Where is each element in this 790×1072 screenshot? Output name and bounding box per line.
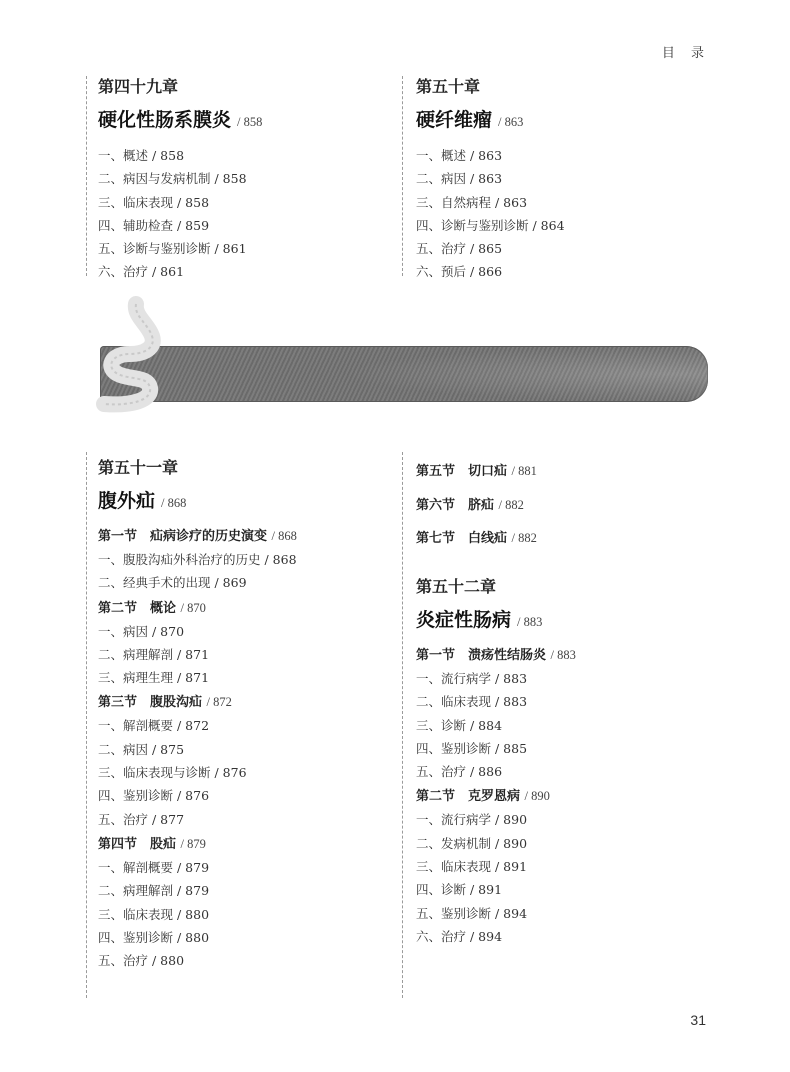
section-banner xyxy=(96,296,716,416)
section-heading[interactable]: 第六节 脐疝 / 882 xyxy=(416,497,524,513)
toc-entry[interactable]: 二、临床表现 / 883 xyxy=(416,694,528,710)
chapter-51-continued xyxy=(416,454,716,555)
toc-entry[interactable]: 一、流行病学 / 890 xyxy=(416,812,528,828)
toc-entry[interactable]: 四、鉴别诊断 / 885 xyxy=(416,740,528,756)
toc-entry[interactable]: 六、预后 / 866 xyxy=(416,264,503,280)
toc-entry[interactable]: 六、治疗 / 861 xyxy=(98,264,185,280)
toc-entry[interactable]: 二、病理解剖 / 879 xyxy=(98,883,210,899)
chapter-number: 第五十一章 xyxy=(98,458,179,477)
chapter-page: / 883 xyxy=(517,615,543,629)
toc-entry[interactable]: 五、治疗 / 880 xyxy=(98,953,185,969)
banner-bar xyxy=(100,346,708,402)
toc-entry[interactable]: 二、发病机制 / 890 xyxy=(416,835,528,851)
section-heading[interactable]: 第五节 切口疝 / 881 xyxy=(416,464,537,479)
toc-entry[interactable]: 三、临床表现 / 858 xyxy=(98,194,210,210)
toc-entry[interactable]: 五、治疗 / 865 xyxy=(416,241,503,257)
chapter-title-row[interactable] xyxy=(416,605,716,632)
column-divider xyxy=(86,452,87,998)
toc-entry[interactable]: 六、治疗 / 894 xyxy=(416,928,503,944)
toc-entry[interactable]: 一、概述 / 863 xyxy=(416,148,503,163)
section-heading[interactable]: 第一节 疝病诊疗的历史演变 / 868 xyxy=(98,529,297,544)
section-heading[interactable]: 第二节 克罗恩病 / 890 xyxy=(416,789,550,805)
chapter-title[interactable]: 硬化性肠系膜炎 xyxy=(98,109,232,131)
page-number: 31 xyxy=(690,1012,706,1028)
toc-entry[interactable]: 四、诊断与鉴别诊断 / 864 xyxy=(416,217,565,233)
chapter-title-row[interactable] xyxy=(416,105,706,132)
chapter-title[interactable]: 硬纤维瘤 xyxy=(416,109,493,131)
toc-entry[interactable]: 一、解剖概要 / 872 xyxy=(98,718,210,734)
running-header: 目 录 xyxy=(661,46,710,61)
toc-entry[interactable]: 四、诊断 / 891 xyxy=(416,882,503,898)
toc-entry[interactable]: 一、病因 / 870 xyxy=(98,623,185,639)
section-heading[interactable]: 第二节 概论 / 870 xyxy=(98,600,206,616)
chapter-50-block xyxy=(416,74,706,284)
chapter-title[interactable]: 炎症性肠病 xyxy=(416,609,512,631)
toc-entry[interactable]: 三、临床表现与诊断 / 876 xyxy=(98,765,247,781)
chapter-51-block xyxy=(98,455,392,972)
toc-entry[interactable]: 三、病理生理 / 871 xyxy=(98,670,210,686)
toc-entry[interactable]: 三、诊断 / 884 xyxy=(416,717,503,733)
section-heading[interactable]: 第一节 溃疡性结肠炎 / 883 xyxy=(416,648,576,663)
section-heading[interactable]: 第四节 股疝 / 879 xyxy=(98,836,206,852)
chapter-title[interactable]: 腹外疝 xyxy=(98,490,156,512)
toc-entry[interactable]: 一、解剖概要 / 879 xyxy=(98,859,210,875)
toc-entry[interactable]: 一、腹股沟疝外科治疗的历史 / 868 xyxy=(98,552,297,567)
chapter-page: / 858 xyxy=(237,115,263,129)
section-heading[interactable]: 第七节 白线疝 / 882 xyxy=(416,531,537,546)
chapter-page: / 868 xyxy=(161,496,187,510)
chapter-number: 第五十二章 xyxy=(416,577,497,596)
chapter-title-row[interactable] xyxy=(98,105,388,132)
toc-entry[interactable]: 二、病理解剖 / 871 xyxy=(98,646,210,662)
column-divider xyxy=(86,76,87,276)
intestine-icon xyxy=(96,296,176,416)
toc-entry[interactable]: 五、治疗 / 886 xyxy=(416,764,503,780)
toc-entry[interactable]: 二、病因 / 875 xyxy=(98,741,185,757)
toc-entry[interactable]: 一、概述 / 858 xyxy=(98,148,185,163)
toc-entry[interactable]: 二、病因 / 863 xyxy=(416,171,503,187)
chapter-49-block xyxy=(98,74,388,284)
toc-entry[interactable]: 二、经典手术的出现 / 869 xyxy=(98,575,247,591)
chapter-title-row[interactable] xyxy=(98,486,392,513)
toc-entry[interactable]: 四、鉴别诊断 / 876 xyxy=(98,788,210,804)
toc-entry[interactable]: 三、临床表现 / 891 xyxy=(416,859,528,875)
column-divider xyxy=(402,452,403,998)
toc-entry[interactable]: 一、流行病学 / 883 xyxy=(416,671,528,686)
section-heading[interactable]: 第三节 腹股沟疝 / 872 xyxy=(98,695,232,711)
column-divider xyxy=(402,76,403,276)
toc-entry[interactable]: 四、辅助检查 / 859 xyxy=(98,217,210,233)
toc-entry[interactable]: 五、治疗 / 877 xyxy=(98,811,185,827)
chapter-52-block xyxy=(416,574,716,948)
chapter-number: 第四十九章 xyxy=(98,77,179,96)
chapter-number: 第五十章 xyxy=(416,77,481,96)
toc-entry[interactable]: 三、临床表现 / 880 xyxy=(98,906,210,922)
toc-entry[interactable]: 二、病因与发病机制 / 858 xyxy=(98,171,247,187)
toc-entry[interactable]: 四、鉴别诊断 / 880 xyxy=(98,929,210,945)
toc-entry[interactable]: 三、自然病程 / 863 xyxy=(416,194,528,210)
chapter-page: / 863 xyxy=(498,115,524,129)
toc-entry[interactable]: 五、鉴别诊断 / 894 xyxy=(416,905,528,921)
toc-entry[interactable]: 五、诊断与鉴别诊断 / 861 xyxy=(98,241,247,257)
